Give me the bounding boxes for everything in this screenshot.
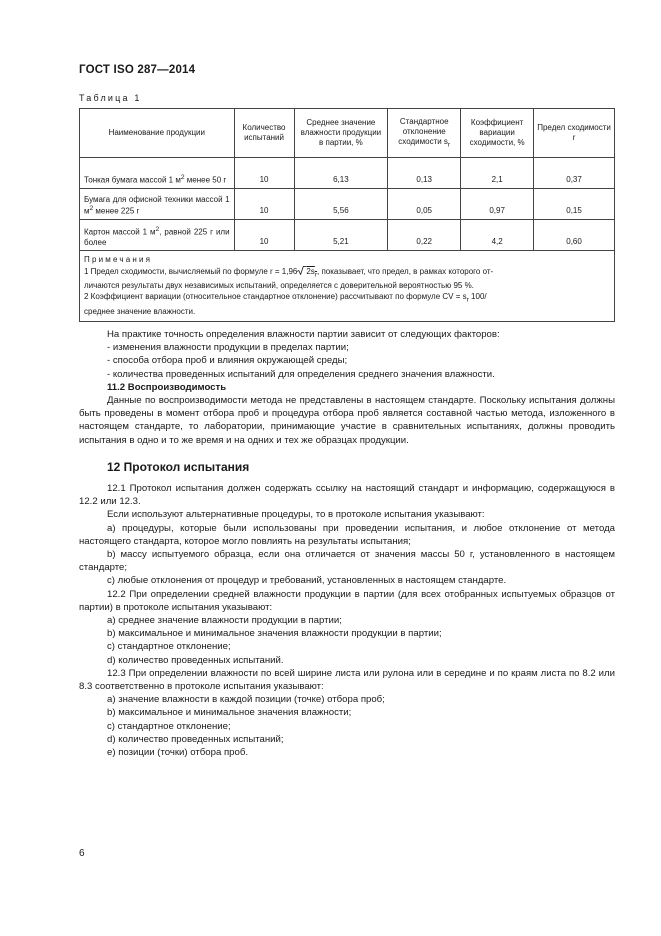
page-number: 6 — [79, 848, 85, 859]
cell-tests: 10 — [234, 220, 294, 251]
list-item: - способа отбора проб и влияния окружающей среды; — [107, 355, 348, 367]
table-caption: Таблица 1 — [79, 93, 142, 103]
list-item: e) позиции (точки) отбора проб. — [107, 747, 248, 759]
cell-product: Картон массой 1 $м^2$, равной 225 г или более — [80, 220, 235, 251]
cell-sd: 0,05 — [388, 189, 461, 220]
list-item: a) значение влажности в каждой позиции (точке) отбора проб; — [107, 694, 385, 706]
col-header-product: Наименование продукции — [80, 109, 235, 158]
cell-cv: 0,97 — [461, 189, 534, 220]
cell-limit: 0,37 — [534, 158, 615, 189]
cell-sd: 0,13 — [388, 158, 461, 189]
cell-tests: 10 — [234, 158, 294, 189]
cell-product: Бумага для офисной техники массой 1 $м^2$ менее 225 г — [80, 189, 235, 220]
list-item: b) максимальное и минимальное значения влажности продукции в партии; — [107, 628, 442, 640]
list-item: c) стандартное отклонение; — [107, 720, 231, 732]
col-header-tests: Количество испытаний — [234, 109, 294, 158]
paragraph: На практике точность определения влажности партии зависит от следующих факторов: — [107, 329, 500, 340]
cell-mean: 5,21 — [294, 220, 388, 251]
col-header-mean: Среднее значение влажности продукции в партии, % — [294, 109, 388, 158]
list-item: b) массу испытуемого образца, если она отличается от значения массы 50 г, установленного в настоящем стандарте; — [79, 549, 615, 574]
paragraph: 12.2 При определении средней влажности продукции в партии (для всех отобранных испытуемых образцов от партии) в протоколе испытания указывают: — [79, 588, 615, 613]
col-header-cv: Коэффициент вариации сходимости, % — [461, 109, 534, 158]
col-header-limit: Предел сходимости r — [534, 109, 615, 158]
cell-product: Тонкая бумага массой 1 $м^2$ менее 50 г — [80, 158, 235, 189]
body-text — [79, 328, 615, 759]
cell-mean: 5,56 — [294, 189, 388, 220]
list-item: - количества проведенных испытаний для определения среднего значения влажности. — [107, 368, 495, 380]
paragraph: 12.1 Протокол испытания должен содержать ссылку на настоящий стандарт и информацию, содержащуюся в 12.2 или 12.3. — [79, 483, 615, 508]
list-item: c) любые отклонения от процедур и требований, установленных в настоящем стандарте. — [107, 575, 507, 587]
list-item: b) максимальное и минимальное значения влажности; — [107, 707, 352, 719]
note-2: 2 Коэффициент вариации (относительное стандартное отклонение) рассчитывают по формуле CV = $s_r$ 100/ — [84, 292, 487, 305]
list-item: a) процедуры, которые были использованы при проведении испытания, и любое отклонение от метода настоящего стандарта, которое могло повлиять на результаты испытания; — [79, 522, 615, 547]
cell-limit: 0,60 — [534, 220, 615, 251]
table-notes — [80, 251, 615, 322]
table-notes-row — [80, 251, 615, 322]
cell-mean: 6,13 — [294, 158, 388, 189]
note-2-cont: среднее значение влажности. — [84, 306, 196, 316]
notes-title: Примечания — [84, 255, 153, 264]
note-1-cont: личаются результаты двух независимых испытаний, определяется с доверительной вероятностью 95 %. — [84, 280, 474, 290]
col-header-sd: Стандартное отклонение сходимости $s_r$ — [388, 109, 461, 158]
list-item: - изменения влажности продукции в пределах партии; — [107, 342, 349, 354]
list-item: d) количество проведенных испытаний; — [107, 733, 284, 745]
cell-sd: 0,22 — [388, 220, 461, 251]
cell-tests: 10 — [234, 189, 294, 220]
square-root-icon — [297, 266, 306, 275]
paragraph: Данные по воспроизводимости метода не представлены в настоящем стандарте. Поскольку испытания должны быть проведены в момент отбора проб и процедура отбора проб является составной частью метода, изложенного в настоящем стандарте, то лаборатории, принимающие участие в сравнительных испытаниях, должны проводить испытания в одно и то же время и на одних и тех же образцах продукции. — [79, 395, 615, 446]
list-item: a) среднее значение влажности продукции в партии; — [107, 615, 342, 627]
table-row — [80, 158, 615, 189]
cell-cv: 4,2 — [461, 220, 534, 251]
note-1: 1 Предел сходимости, вычисляемый по формуле r = 1,96 $2s_r$, показывает, что предел, в рамках которого от- — [84, 266, 494, 279]
cell-cv: 2,1 — [461, 158, 534, 189]
section-heading-12: 12 Протокол испытания — [107, 459, 250, 474]
list-item: c) стандартное отклонение; — [107, 641, 231, 653]
paragraph: 12.3 При определении влажности по всей ширине листа или рулона или в середине и по краям листа по 8.2 или 8.3 соответственно в протоколе испытания указывают: — [79, 667, 615, 693]
data-table — [79, 108, 615, 322]
table-row — [80, 189, 615, 220]
list-item: d) количество проведенных испытаний. — [107, 654, 284, 666]
document-header: ГОСТ ISO 287—2014 — [79, 64, 196, 76]
table-row — [80, 220, 615, 251]
cell-limit: 0,15 — [534, 189, 615, 220]
section-heading-11-2: 11.2 Воспроизводимость — [107, 381, 227, 393]
table-header-row — [80, 109, 615, 158]
paragraph: Если используют альтернативные процедуры, то в протоколе испытания указывают: — [107, 509, 485, 521]
